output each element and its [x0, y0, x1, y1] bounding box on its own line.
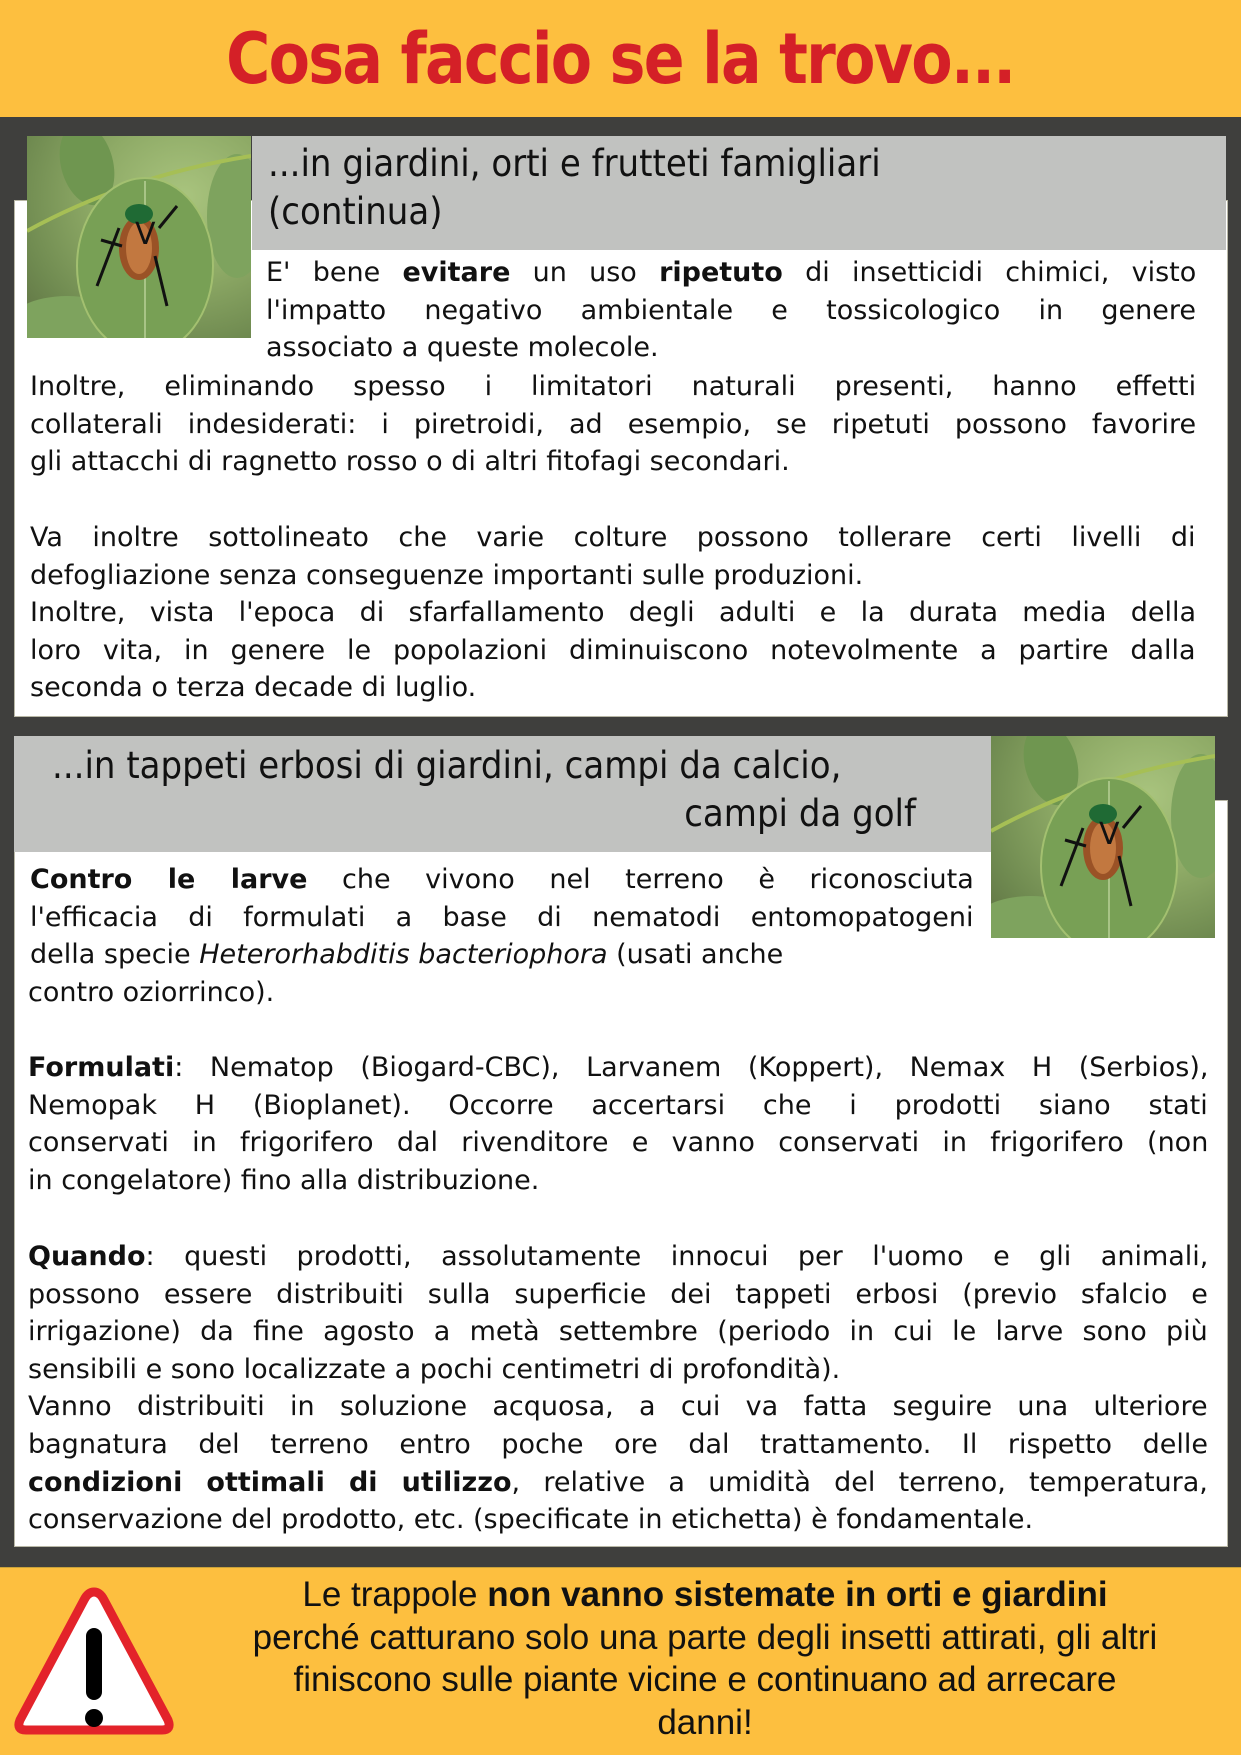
paragraph-defoliation-tolerance: Va inoltre sottolineato che varie colture possono tollerare certi livelli di defogliazione senza conseguenze importanti sulle produzioni. Inoltre, vista l'epoca di sfarfallamento degli adulti e la durata media della loro vita, in genere le popolazioni diminuiscono notevolmente a partire dalla seconda o terza decade di luglio.	[30, 522, 1197, 704]
page-header	[0, 0, 1241, 117]
warning-message: Le trappole non vanno sistemate in orti e giardini perché catturano solo una parte degli insetti attirati, gli altri finiscono sulle piante vicine e continuano ad arrecare danni!	[252, 1575, 1158, 1742]
beetle-photo	[991, 736, 1215, 938]
paragraph-when-to-apply: Quando: questi prodotti, assolutamente innocui per l'uomo e gli animali, possono essere distribuiti sulla superficie dei tappeti erbosi (previo sfalcio e irrigazione) da fine agosto a metà settembre (periodo in cui le larve sono più sensibili e sono localizzate a pochi centimetri di profondità). Vanno distribuiti in soluzione acquosa, a cui va fatta seguire una ulteriore bagnatura del terreno entro poche ore dal trattamento. Il rispetto delle condizioni ottimali di utilizzo, relative a umidità del terreno, temperatura, conservazione del prodotto, etc. (specificate in etichetta) è fondamentale.	[28, 1241, 1209, 1536]
beetle-on-leaf-icon	[27, 136, 251, 338]
paragraph-avoid-insecticides: E' bene evitare un uso ripetuto di insetticidi chimici, visto l'impatto negativo ambientale e tossicologico in genere associato a queste molecole.	[266, 257, 1197, 364]
paragraph-larvae-control: Contro le larve che vivono nel terreno è riconosciuta l'efficacia di formulati a base di nematodi entomopatogeni della specie Heterorhabditis bacteriophora (usati anche	[30, 864, 974, 971]
warning-triangle-icon	[12, 1580, 176, 1740]
page-title: Cosa faccio se la trovo...	[226, 17, 1015, 100]
title-line: (continua)	[268, 190, 443, 233]
paragraph-larvae-control-end: contro oziorrinco).	[28, 977, 275, 1008]
beetle-on-leaf-icon	[991, 736, 1215, 938]
section-lawns-title	[14, 736, 991, 852]
section-gardens-title	[252, 136, 1226, 250]
svg-text:V: V	[1099, 817, 1120, 852]
paragraph-side-effects: Inoltre, eliminando spesso i limitatori naturali presenti, hanno effetti collaterali indesiderati: i piretroidi, ad esempio, se ripetuti possono favorire gli attacchi di ragnetto rosso o di altri fitofagi secondari.	[30, 371, 1197, 478]
paragraph-formulations: Formulati: Nematop (Biogard-CBC), Larvanem (Koppert), Nemax H (Serbios), Nemopak H (Bioplanet). Occorre accertarsi che i prodotti siano stati conservati in frigorifero dal rivenditore e vanno conservati in frigorifero (non in congelatore) fino alla distribuzione.	[28, 1052, 1209, 1196]
title-line: campi da golf	[684, 792, 916, 835]
beetle-photo	[27, 136, 251, 338]
title-line: ...in giardini, orti e frutteti famigliari	[268, 142, 881, 185]
title-line: ...in tappeti erbosi di giardini, campi da calcio,	[52, 744, 842, 787]
svg-text:V: V	[135, 217, 156, 252]
